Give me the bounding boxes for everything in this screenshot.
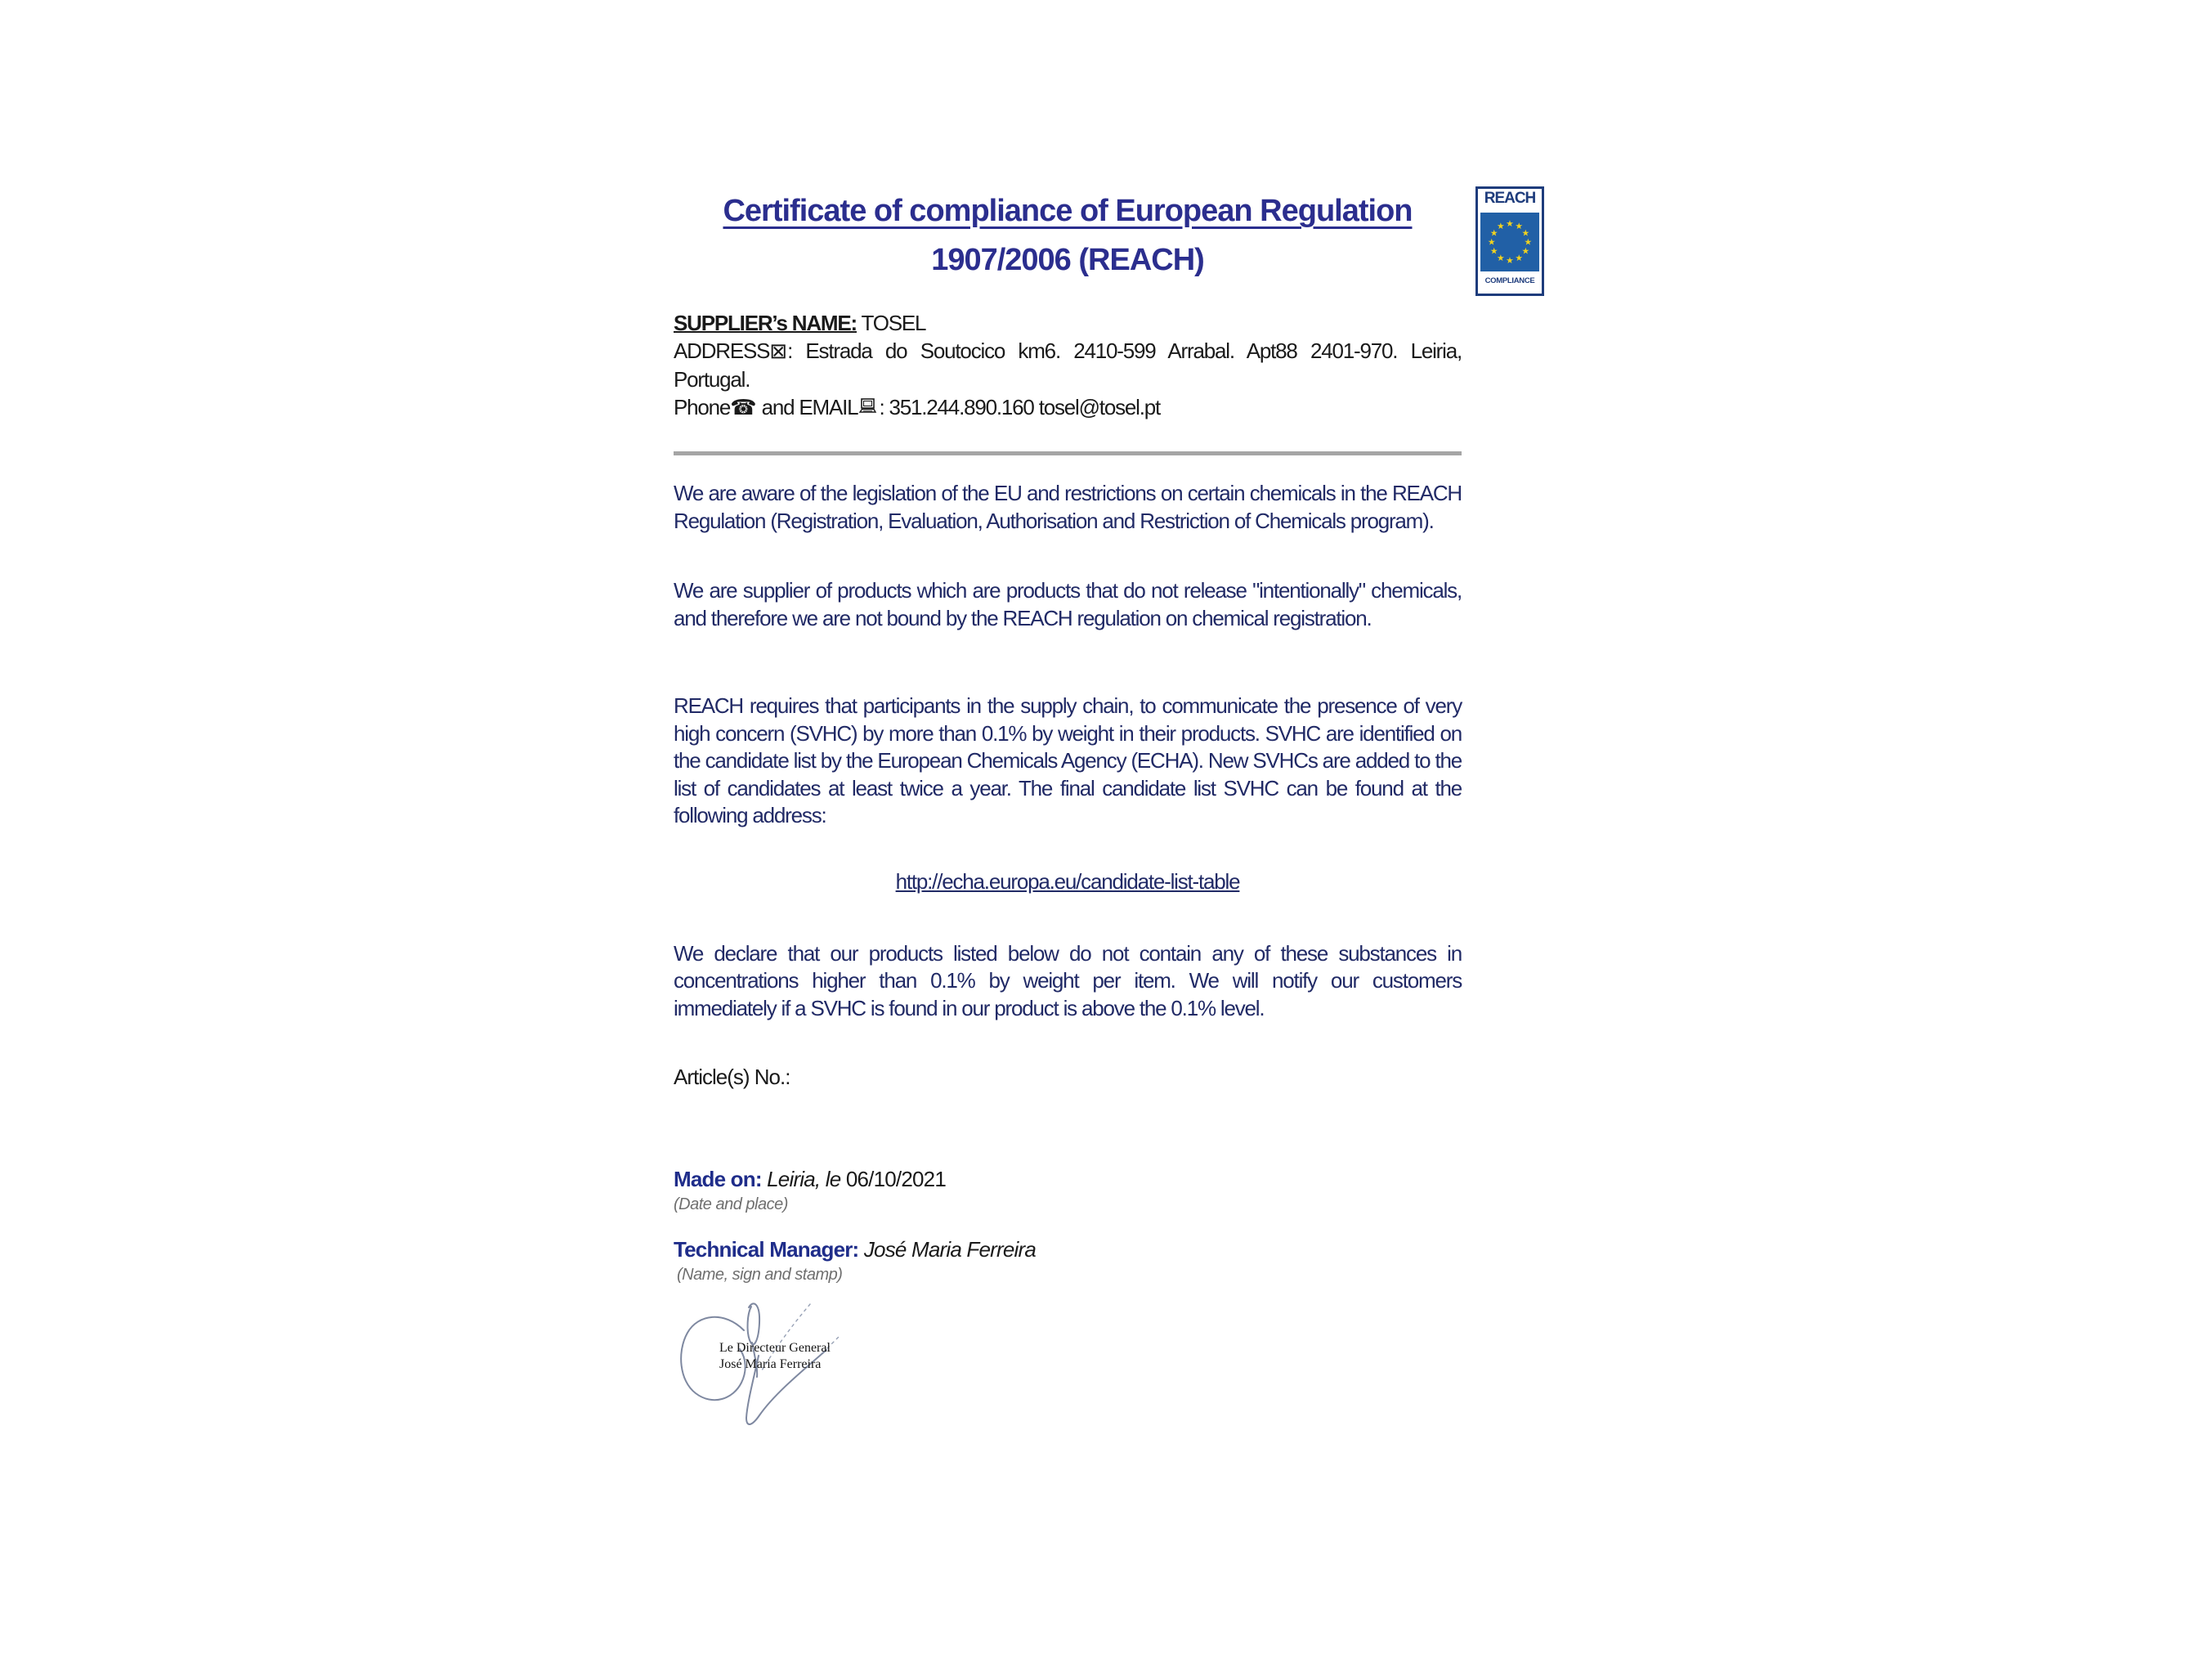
address-label: ADDRESS — [674, 339, 770, 363]
certificate-document — [674, 186, 1462, 1442]
page-title-line2: 1907/2006 (REACH) — [931, 243, 1204, 277]
eu-star-icon: ★ — [1515, 221, 1524, 232]
envelope-icon: ⊠ — [769, 339, 788, 364]
technical-manager-name: José Maria Ferreira — [858, 1237, 1037, 1262]
eu-star-icon: ★ — [1496, 221, 1505, 232]
reach-logo-title: REACH — [1484, 190, 1536, 207]
horizontal-divider — [674, 451, 1462, 455]
signature-text — [719, 1340, 831, 1373]
supplier-name-value: TOSEL — [856, 311, 926, 335]
made-on-line — [674, 1167, 1462, 1192]
eu-flag-icon — [1480, 208, 1539, 276]
signature-title: Le Directeur General — [719, 1341, 831, 1355]
contact-value: : 351.244.890.160 tosel@tosel.pt — [879, 395, 1161, 419]
eu-star-icon: ★ — [1489, 245, 1498, 257]
date-place-note: (Date and place) — [674, 1195, 788, 1213]
reach-logo-subtitle: COMPLIANCE — [1484, 276, 1535, 285]
eu-star-icon: ★ — [1521, 245, 1530, 257]
made-on-label: Made on: — [674, 1167, 762, 1191]
eu-star-icon: ★ — [1515, 252, 1524, 263]
paragraph-supplier-statement: We are supplier of products which are products that do not release "intentionally" chemicals, and therefore we are not bound by the REACH regulation on chemical registration. — [674, 578, 1462, 630]
made-on-date: 06/10/2021 — [840, 1167, 946, 1191]
technical-manager-label: Technical Manager: — [674, 1237, 859, 1262]
phone-icon: ☎ — [730, 396, 757, 420]
supplier-address-line — [674, 337, 1462, 393]
reach-compliance-logo — [1475, 186, 1544, 296]
name-sign-stamp-note: (Name, sign and stamp) — [677, 1266, 843, 1284]
computer-icon — [858, 398, 878, 416]
paragraph-declaration: We declare that our products listed below do not contain any of these substances in concentrations higher than 0.1% by weight per item. We will notify our customers immediately if a SVHC is found in our product is above the 0.1% level. — [674, 940, 1462, 1020]
technical-manager-line — [674, 1237, 1462, 1262]
supplier-name-line — [674, 309, 1462, 337]
eu-star-icon: ★ — [1524, 236, 1533, 248]
article-number-label: Article(s) No.: — [674, 1065, 790, 1089]
supplier-contact-line — [674, 393, 1462, 422]
paragraph-svhc-requirements: REACH requires that participants in the supply chain, to communicate the presence of very high concern (SVHC) by more than 0.1% by weight in their products. SVHC are identified on the candidate list by the European Chemicals Agency (ECHA). New SVHCs are added to the list of candidates at least twice a year. The final candidate list SVHC can be found at the following address: — [674, 693, 1462, 827]
supplier-block — [674, 309, 1462, 422]
address-value: : Estrada do Soutocico km6. 2410-599 Arrabal. Apt88 2401-970. Leiria, Portugal. — [674, 339, 1462, 392]
eu-star-icon: ★ — [1506, 218, 1514, 230]
eu-star-icon: ★ — [1487, 236, 1496, 248]
made-on-place: Leiria, le — [761, 1167, 841, 1191]
paragraph-awareness: We are aware of the legislation of the EU and restrictions on certain chemicals in the REACH Regulation (Registration, Evaluation, Authorisation and Restriction of Chemicals program). — [674, 481, 1462, 533]
signature-name: José Maria Ferreira — [719, 1357, 822, 1371]
page-title-line1: Certificate of compliance of European Regulation — [723, 194, 1413, 228]
candidate-list-link[interactable]: http://echa.europa.eu/candidate-list-table — [895, 868, 1240, 894]
signature-block — [677, 1296, 857, 1442]
eu-star-icon: ★ — [1496, 252, 1505, 263]
phone-label: Phone — [674, 395, 731, 419]
candidate-list-link-line — [674, 869, 1462, 895]
eu-star-icon: ★ — [1521, 227, 1530, 239]
page-title — [674, 186, 1462, 285]
supplier-name-label: SUPPLIER’s NAME: — [674, 311, 857, 335]
eu-star-icon: ★ — [1506, 254, 1514, 266]
email-label: and EMAIL — [756, 395, 858, 419]
eu-star-icon: ★ — [1489, 227, 1498, 239]
